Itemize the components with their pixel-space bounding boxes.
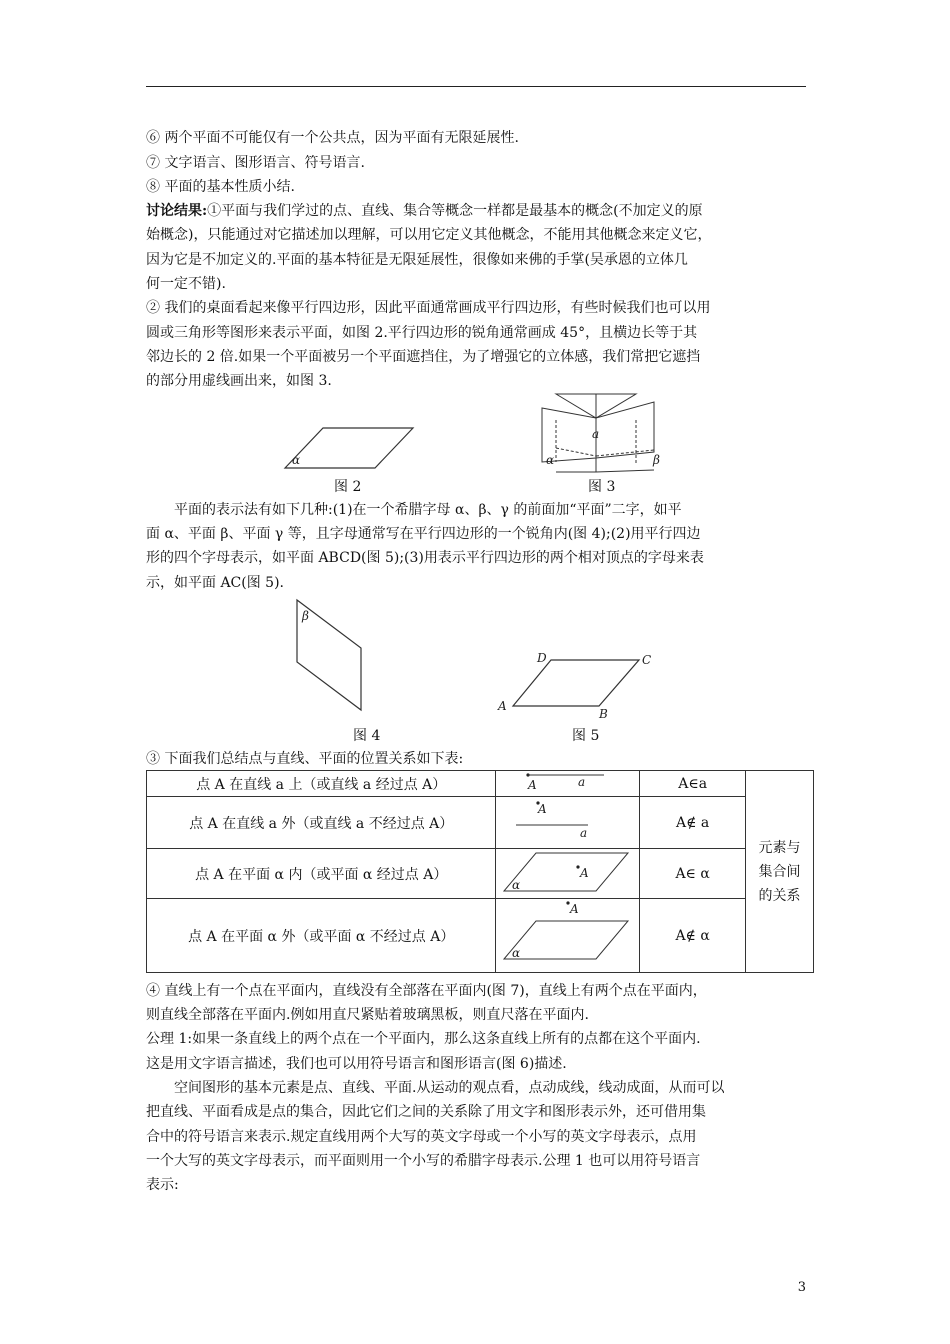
- beta-label: β: [302, 609, 309, 623]
- text-line: 则直线全部落在平面内.例如用直尺紧贴着玻璃黑板，则直尺落在平面内.: [146, 1007, 589, 1023]
- text-line: 合中的符号语言来表示.规定直线用两个大写的英文字母或一个小写的英文字母表示，点用: [146, 1129, 697, 1145]
- category-label: 的关系: [758, 887, 801, 904]
- relation-figure-cell: [496, 899, 640, 973]
- relation-text-cell: 点 A 在直线 a 外（或直线 a 不经过点 A）: [147, 797, 496, 849]
- a-label: a: [592, 427, 600, 441]
- table-row: [147, 849, 814, 899]
- text-line: 的部分用虚线画出来，如图 3.: [146, 373, 332, 389]
- figure-3-intersecting-planes: [536, 392, 676, 474]
- header-rule: [146, 86, 806, 87]
- text-line: [146, 200, 810, 222]
- relation-figure-cell: [496, 771, 640, 797]
- alpha-label: α: [546, 453, 555, 467]
- text-line: ⑧ 平面的基本性质小结.: [146, 179, 295, 195]
- table-row: [147, 797, 814, 849]
- text-line: 形的四个字母表示，如平面 ABCD(图 5);(3)用表示平行四边形的两个相对顶点的字母来表: [146, 550, 704, 566]
- point-a-label: A: [538, 802, 548, 816]
- plane-alpha-label: α: [512, 946, 521, 960]
- text-line: ⑥ 两个平面不可能仅有一个公共点，因为平面有无限延展性.: [146, 130, 519, 146]
- relation-symbol-cell: A∉ a: [640, 797, 746, 849]
- point-a-label: A: [580, 866, 590, 880]
- alpha-label: α: [292, 453, 301, 467]
- relation-text-cell: 点 A 在平面 α 外（或平面 α 不经过点 A）: [147, 899, 496, 973]
- point-a-label: A: [570, 902, 580, 916]
- figure-3-caption: 图 3: [588, 479, 616, 495]
- text-line: ⑦ 文字语言、图形语言、符号语言.: [146, 155, 365, 171]
- category-label: 元素与: [758, 839, 801, 856]
- text-line: 空间图形的基本元素是点、直线、平面.从运动的观点看，点动成线，线动成面，从而可以: [174, 1080, 725, 1096]
- text-line: 何一定不错).: [146, 276, 226, 292]
- relation-text-cell: 点 A 在平面 α 内（或平面 α 经过点 A）: [147, 849, 496, 899]
- figure-2-caption: 图 2: [334, 479, 362, 495]
- discussion-label: 讨论结果:: [146, 203, 208, 219]
- relation-symbol-cell: A∈ α: [640, 849, 746, 899]
- vertex-c-label: C: [642, 653, 652, 667]
- text-line: 面 α、平面 β、平面 γ 等，且字母通常写在平行四边形的一个锐角内(图 4);(2)用平行四边: [146, 526, 701, 542]
- point-a-label: A: [528, 778, 538, 792]
- text-line: 表示:: [146, 1177, 179, 1193]
- text-line: ③ 下面我们总结点与直线、平面的位置关系如下表:: [146, 751, 464, 767]
- relation-text-cell: 点 A 在直线 a 上（或直线 a 经过点 A）: [147, 771, 496, 797]
- text-line: 圆或三角形等图形来表示平面，如图 2.平行四边形的锐角通常画成 45°，且横边长等于其: [146, 325, 698, 341]
- point-in-plane-figure: [496, 849, 640, 899]
- point-on-line-figure: [516, 771, 626, 797]
- text-line: 把直线、平面看成是点的集合，因此它们之间的关系除了用文字和图形表示外，还可借用集: [146, 1104, 706, 1120]
- text-line: ② 我们的桌面看起来像平行四边形，因此平面通常画成平行四边形，有些时候我们也可以用: [146, 300, 711, 316]
- text-line: 始概念)，只能通过对它描述加以理解，可以用它定义其他概念，不能用其他概念来定义它，: [146, 227, 712, 243]
- table-row: [147, 899, 814, 973]
- vertex-b-label: B: [599, 707, 608, 721]
- text-line: 因为它是不加定义的.平面的基本特征是无限延展性，很像如来佛的手掌(吴承恩的立体几: [146, 252, 688, 268]
- relation-symbol-cell: A∉ α: [640, 899, 746, 973]
- relation-figure-cell: [496, 849, 640, 899]
- plane-alpha-label: α: [512, 878, 521, 892]
- relation-category-cell: [746, 771, 814, 973]
- figure-2-parallelogram: [280, 420, 420, 472]
- point-line-plane-relation-table: [146, 770, 814, 973]
- table-row: [147, 771, 814, 797]
- text-line: ④ 直线上有一个点在平面内，直线没有全部落在平面内(图 7)，直线上有两个点在平面内，: [146, 983, 707, 999]
- text-line: 示，如平面 AC(图 5).: [146, 575, 285, 591]
- text-line: 公理 1:如果一条直线上的两个点在一个平面内，那么这条直线上所有的点都在这个平面内.: [146, 1031, 701, 1047]
- page-number: 3: [797, 1280, 806, 1295]
- vertex-a-label: A: [498, 699, 507, 713]
- text-line: 这是用文字语言描述，我们也可以用符号语言和图形语言(图 6)描述.: [146, 1056, 567, 1072]
- vertex-d-label: D: [537, 651, 547, 665]
- category-label: 集合间: [758, 863, 801, 880]
- line-a-label: a: [580, 826, 588, 840]
- text-line: 邻边长的 2 倍.如果一个平面被另一个平面遮挡住，为了增强它的立体感，我们常把它遮挡: [146, 349, 701, 365]
- line-a-label: a: [578, 775, 586, 789]
- relation-figure-cell: [496, 797, 640, 849]
- figure-4-caption: 图 4: [353, 728, 381, 744]
- point-outside-plane-figure: [496, 899, 640, 973]
- figure-5-plane-abcd: [495, 648, 660, 721]
- relation-symbol-cell: A∈a: [640, 771, 746, 797]
- discussion-text: ①平面与我们学过的点、直线、集合等概念一样都是最基本的概念(不加定义的原: [207, 203, 703, 219]
- point-off-line-figure: [516, 797, 626, 849]
- text-line: 平面的表示法有如下几种:(1)在一个希腊字母 α、β、γ 的前面加“平面”二字，如平: [174, 502, 682, 518]
- figure-4-plane-beta: [295, 596, 365, 716]
- beta-label: β: [653, 453, 660, 467]
- figure-5-caption: 图 5: [572, 728, 600, 744]
- text-line: 一个大写的英文字母表示，而平面则用一个小写的希腊字母表示.公理 1 也可以用符号语言: [146, 1153, 701, 1169]
